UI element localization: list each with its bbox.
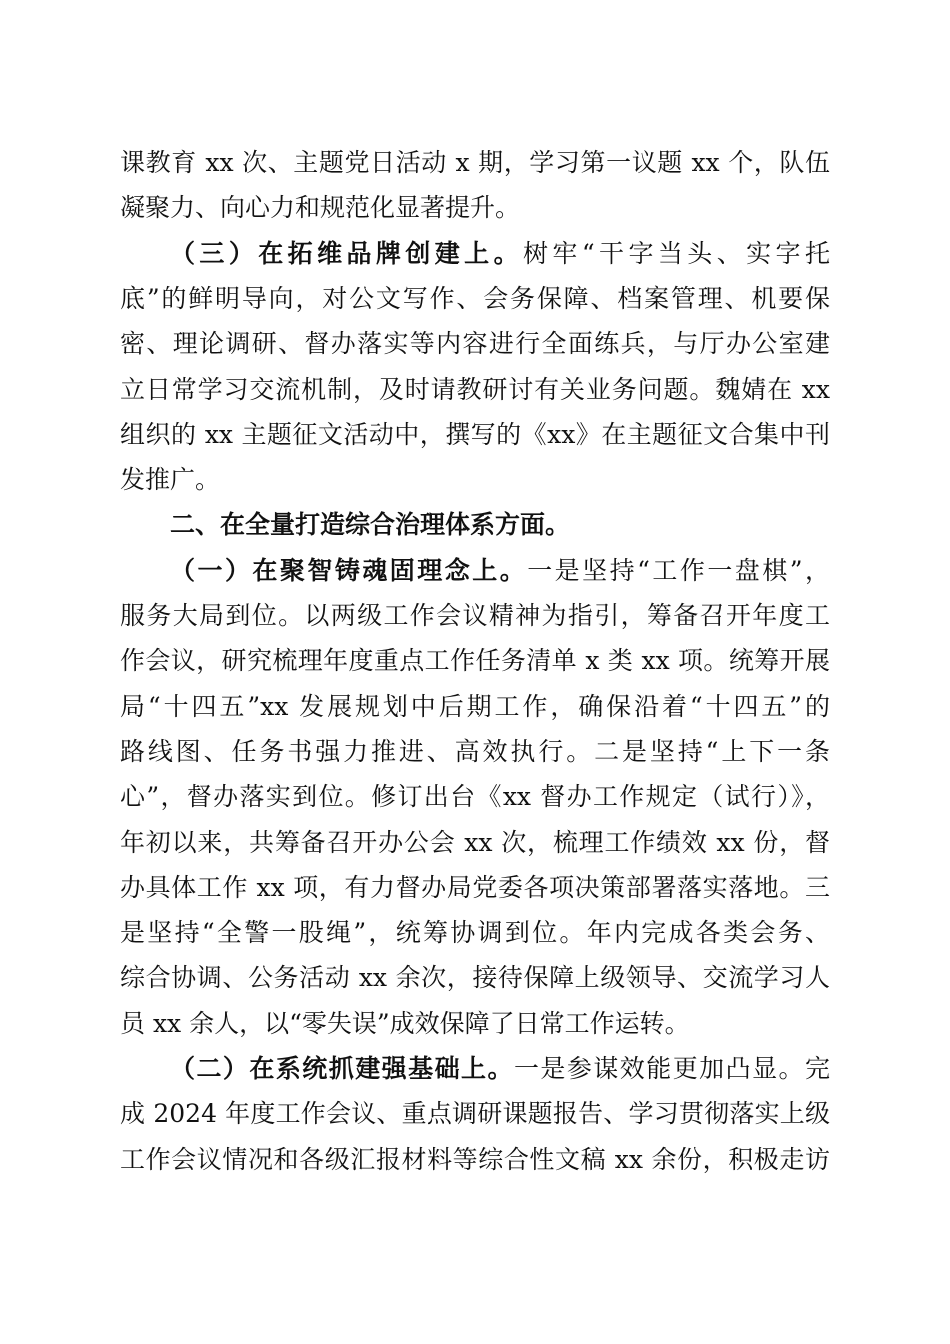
text-line <box>120 143 830 183</box>
body-text: 作会议，研究梳理年度重点工作任务清单 x 类 xx 项。统筹开展 <box>120 646 830 676</box>
section-heading: 二、在全量打造综合治理体系方面。 <box>170 510 571 540</box>
body-text: 立日常学习交流机制，及时请教研讨有关业务问题。魏婧在 xx <box>120 374 830 404</box>
text-line <box>120 868 830 908</box>
text-line <box>120 958 830 998</box>
text-line <box>120 641 830 681</box>
text-line <box>120 913 830 953</box>
text-line <box>170 551 830 591</box>
subsection-title: （一）在聚智铸魂固理念上。 <box>170 555 528 585</box>
body-text: 局“十四五”xx 发展规划中后期工作，确保沿着“十四五”的 <box>120 691 830 721</box>
body-text: 员 xx 余人，以“零失误”成效保障了日常工作运转。 <box>120 1008 690 1038</box>
text-line <box>120 732 830 772</box>
text-line <box>120 777 830 817</box>
body-text: 年初以来，共筹备召开办公会 xx 次，梳理工作绩效 xx 份，督 <box>120 827 830 857</box>
body-text: 组织的 xx 主题征文活动中，撰写的《xx》在主题征文合集中刊 <box>120 419 830 449</box>
text-line <box>120 188 830 228</box>
body-text: 密、理论调研、督办落实等内容进行全面练兵，与厅办公室建 <box>120 329 830 359</box>
text-line <box>120 460 830 500</box>
text-line <box>170 234 830 274</box>
body-text: 是坚持“全警一股绳”，统筹协调到位。年内完成各类会务、 <box>120 918 830 948</box>
text-line <box>120 279 830 319</box>
body-text: 办具体工作 xx 项，有力督办局党委各项决策部署落实落地。三 <box>120 872 830 902</box>
body-text: 底”的鲜明导向，对公文写作、会务保障、档案管理、机要保 <box>120 283 830 313</box>
text-line <box>170 505 830 545</box>
body-text: 成 2024 年度工作会议、重点调研课题报告、学习贯彻落实上级 <box>120 1099 830 1129</box>
text-line <box>120 1140 830 1180</box>
text-line <box>120 596 830 636</box>
body-text: 路线图、任务书强力推进、高效执行。二是坚持“上下一条 <box>120 736 830 766</box>
body-text: 树牢“干字当头、实字托 <box>523 238 830 268</box>
body-text: 综合协调、公务活动 xx 余次，接待保障上级领导、交流学习人 <box>120 963 830 993</box>
text-line <box>120 1094 830 1134</box>
text-line <box>170 1049 830 1089</box>
body-text: 心”，督办落实到位。修订出台《xx 督办工作规定（试行）》， <box>120 782 830 812</box>
text-line <box>120 324 830 364</box>
body-text: 一是坚持“工作一盘棋”， <box>527 555 831 585</box>
subsection-title: （二）在系统抓建强基础上。 <box>170 1054 514 1083</box>
body-text: 一是参谋效能更加凸显。完 <box>513 1054 830 1083</box>
text-line <box>120 1004 830 1044</box>
body-text: 发推广。 <box>120 465 221 495</box>
body-text: 凝聚力、向心力和规范化显著提升。 <box>120 193 521 223</box>
subsection-title: （三）在拓维品牌创建上。 <box>170 238 524 268</box>
text-line <box>120 370 830 410</box>
text-line <box>120 415 830 455</box>
text-line <box>120 823 830 863</box>
text-line <box>120 687 830 727</box>
body-text: 服务大局到位。以两级工作会议精神为指引，筹备召开年度工 <box>120 601 830 630</box>
body-text: 课教育 xx 次、主题党日活动 x 期，学习第一议题 xx 个，队伍 <box>120 148 830 177</box>
body-text: 工作会议情况和各级汇报材料等综合性文稿 xx 余份，积极走访 <box>120 1144 830 1174</box>
